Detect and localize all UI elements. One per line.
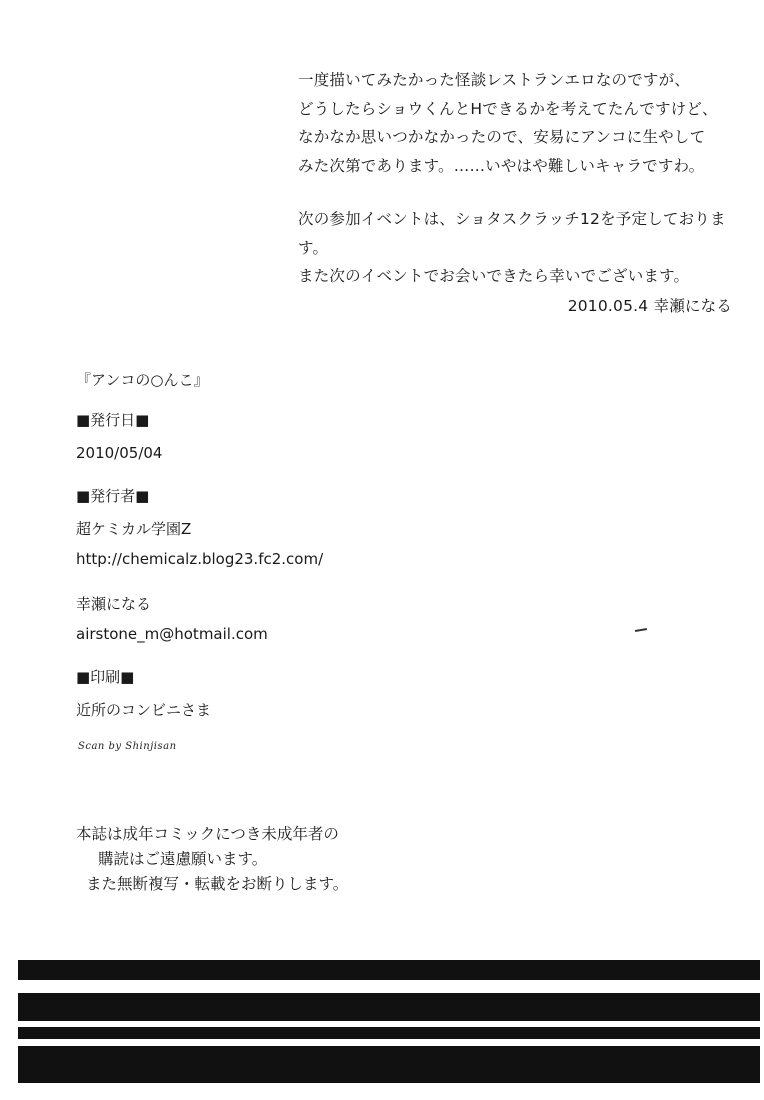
author-name: 幸瀬になる xyxy=(76,595,152,613)
notice-line: 購読はご遠慮願います。 xyxy=(98,850,268,868)
notice-line: また無断複写・転載をお断りします。 xyxy=(86,875,349,893)
age-notice xyxy=(70,822,380,897)
stray-mark xyxy=(635,628,647,632)
issue-date: 2010/05/04 xyxy=(76,444,163,462)
signature: 2010.05.4 幸瀬になる xyxy=(567,296,732,315)
afterword-line: 一度描いてみたかった怪談レストランエロなのですが、 xyxy=(298,71,691,89)
event-line: 次の参加イベントは、ショタスクラッチ12を予定しております。 xyxy=(298,210,726,257)
notice-line: 本誌は成年コミックにつき未成年者の xyxy=(76,825,339,843)
afterword-line: なかなか思いつかなかったので、安易にアンコに生やして xyxy=(298,128,706,146)
stripe-1 xyxy=(18,960,760,980)
website-link: http://chemicalz.blog23.fc2.com/ xyxy=(76,550,324,568)
publisher-heading: ■発行者■ xyxy=(76,487,150,505)
event-line: また次のイベントでお会いできたら幸いでございます。 xyxy=(298,267,690,285)
circle-name: 超ケミカル学園Z xyxy=(76,520,192,538)
stripe-3 xyxy=(18,1027,760,1039)
printer-name: 近所のコンビニさま xyxy=(76,701,212,719)
issue-date-heading: ■発行日■ xyxy=(76,411,150,429)
afterword xyxy=(298,66,738,320)
book-title: 『アンコの○んこ』 xyxy=(76,371,209,389)
stripe-2 xyxy=(18,993,760,1021)
printer-heading: ■印刷■ xyxy=(76,668,135,686)
scan-credit: Scan by Shinjisan xyxy=(78,741,177,752)
afterword-line: みた次第であります。……いやはや難しいキャラですわ。 xyxy=(298,156,705,175)
afterword-line: どうしたらショウくんとHできるかを考えてたんですけど、 xyxy=(298,99,718,118)
stripe-4 xyxy=(18,1046,760,1083)
email-address: airstone_m@hotmail.com xyxy=(76,625,268,643)
